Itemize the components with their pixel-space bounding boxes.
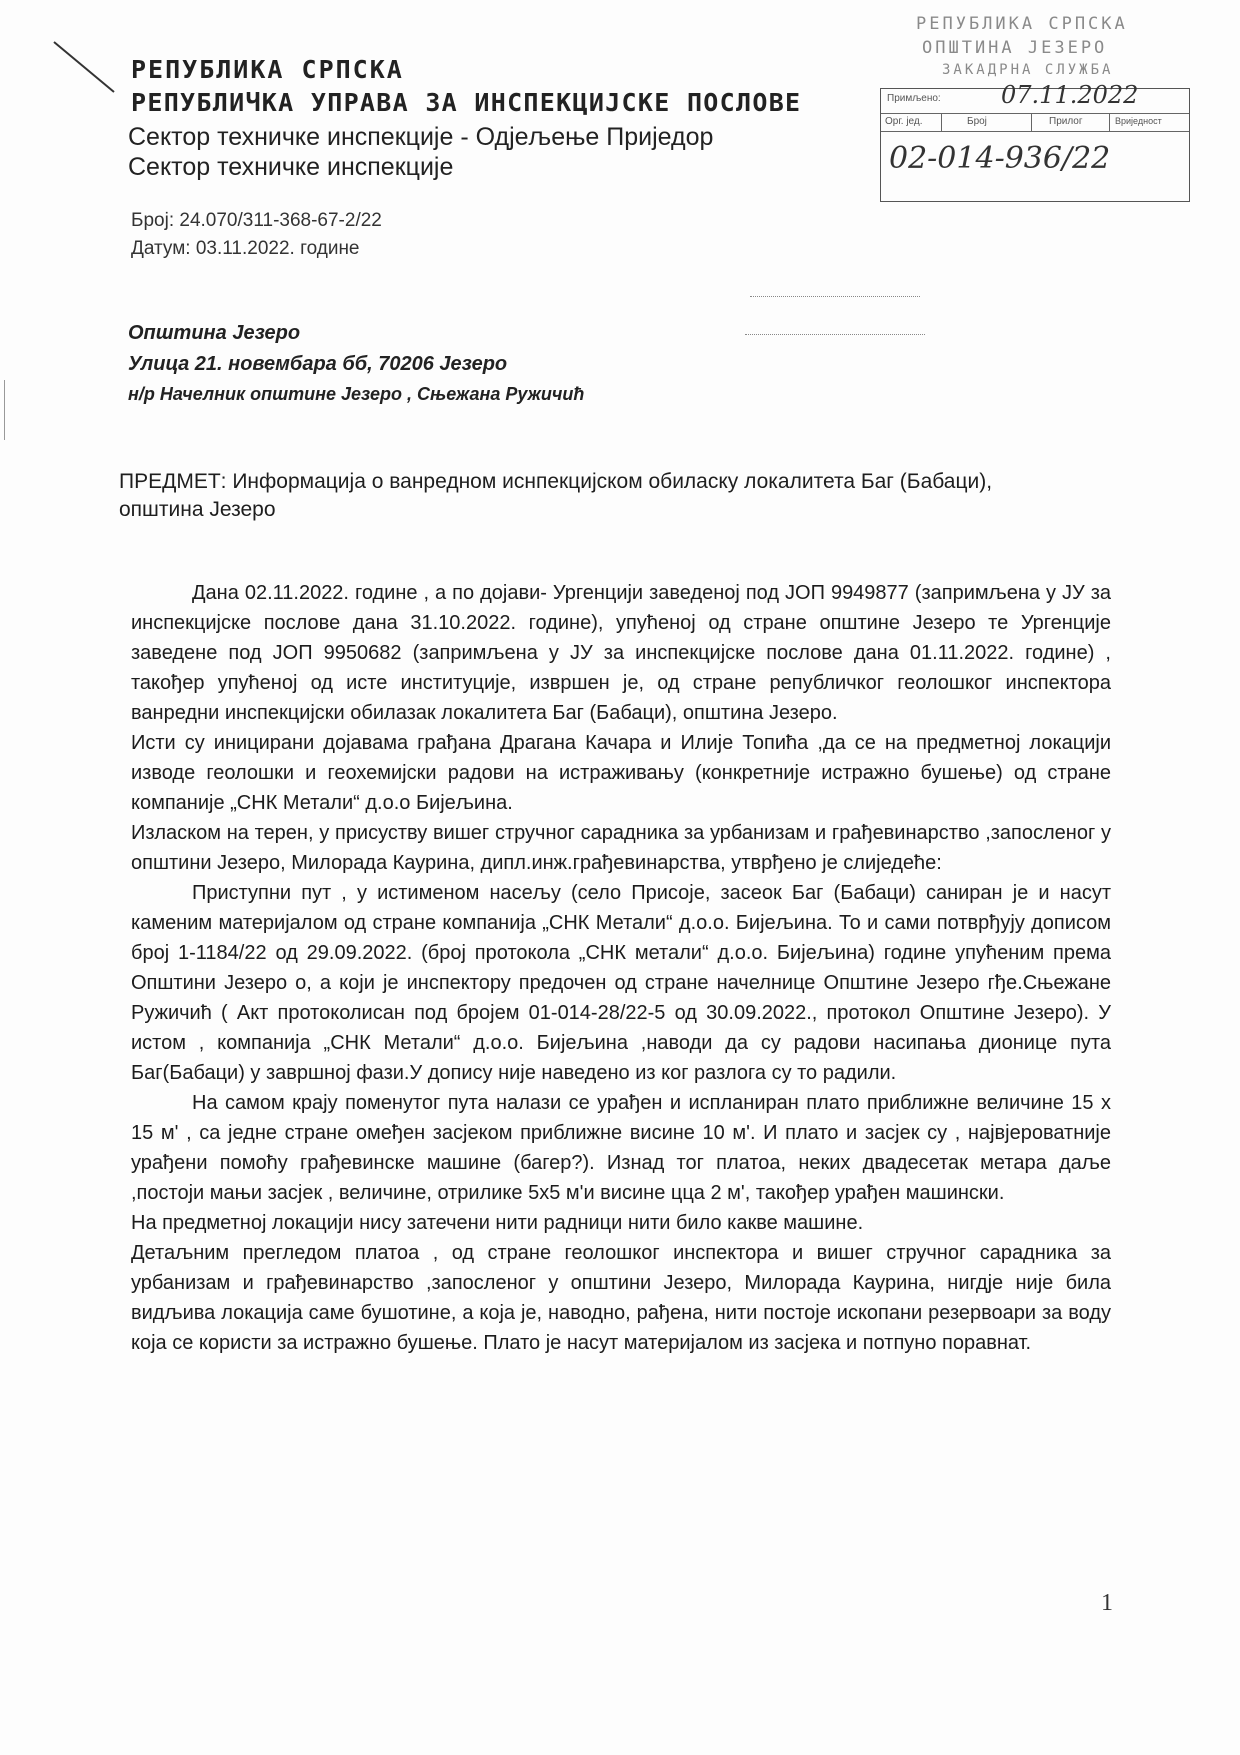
stamp-received-date: 07.11.2022 <box>1001 81 1139 109</box>
body-paragraph-3: Изласком на терен, у присуству вишег стручног сарадника за урбанизам и грађевинарство ,запосленог у општини Језеро, Милорада Каурина, дипл.инж.грађевинарства, утврђено је слиједеће: <box>131 822 1111 874</box>
recipient-attention: н/р Начелник општине Језеро , Сњежана Ружичић <box>128 384 585 404</box>
scan-edge-mark <box>4 380 5 440</box>
stamp-col-divider <box>1031 113 1032 131</box>
recipient-name: Општина Језеро <box>128 322 301 344</box>
stamp-handwritten-number: 02-014-936/22 <box>889 141 1111 176</box>
header-sector-line1: Сектор техничке инспекције - Одјељење Приједор <box>128 123 714 151</box>
recipient-address: Улица 21. новембара бб, 70206 Језеро <box>128 353 508 375</box>
stamp-line3: ЗАКАДРНА СЛУЖБА <box>942 62 1114 78</box>
subject-line1: ПРЕДМЕТ: Информација о ванредном иснпекцијском обиласку локалитета Баг (Бабаци), <box>119 470 993 493</box>
stamp-col1-label: Орг. јед. <box>885 116 923 127</box>
header-sector-line2: Сектор техничке инспекције <box>128 153 454 181</box>
stamp-line2: ОПШТИНА ЈЕЗЕРО <box>922 38 1108 58</box>
stamp-col4-label: Вриједност <box>1115 116 1162 126</box>
header-republic: РЕПУБЛИКА СРПСКА <box>131 55 404 84</box>
body-paragraph-2: Исти су иницирани дојавама грађана Драгана Качара и Илије Топића ,да се на предметној локацији изводе геолошки и геохемијски радови на истраживању (конкретније истражно бушење) од стране компаније „СНК Метали“ д.о.о Бијељина. <box>131 732 1111 814</box>
stamp-received-label: Примљено: <box>887 93 941 104</box>
letter-body <box>131 578 1111 1358</box>
stamp-rule <box>881 113 1189 114</box>
body-paragraph-6: На предметној локацији нису затечени нити радници нити било какве машине. <box>131 1212 864 1234</box>
stamp-col-divider <box>941 113 942 131</box>
subject-line2: општина Језеро <box>119 498 276 521</box>
reference-date: Датум: 03.11.2022. године <box>131 238 360 259</box>
stamp-col3-label: Прилог <box>1049 116 1083 127</box>
body-paragraph-4: Приступни пут , у истименом насељу (село Присоје, засеок Баг (Бабаци) саниран је и насут каменим материјалом од стране компанија „СНК Метали“ д.о.о. Бијељина. То и сами потврђују дописом број 1-1184/22 од 29.09.2022. (број протокола „СНК метали“ д.о.о. Бијељина) године упућеним према Општини Језеро о, а који је инспектору предочен од стране начелнице Општине Језеро гђе.Сњежане Ружичић ( Акт протоколисан под бројем 01-014-28/22-5 од 30.09.2022., протокол Општине Језеро). У истом , компанија „СНК Метали“ д.о.о. Бијељина ,наводи да су радови насипања дионице пута Баг(Бабаци) у завршној фази.У допису није наведено из ког разлога су то радили. <box>131 882 1111 1084</box>
page-number: 1 <box>1101 1590 1113 1616</box>
stamp-line1: РЕПУБЛИКА СРПСКА <box>916 14 1128 34</box>
stamp-col-divider <box>1109 113 1110 131</box>
stamp-col2-label: Број <box>967 116 987 127</box>
body-paragraph-1: Дана 02.11.2022. године , а по дојави- Ургенцији заведеној под ЈОП 9949877 (запримљена у ЈУ за инспекцијске послове дана 31.10.2022. године), упућеној од стране општине Језеро те Ургенције заведене под ЈОП 9950682 (запримљена у ЈУ за инспекцијске послове дана 01.11.2022. године) , такођер упућеној од исте институције, извршен је, од стране републичког геолошког инспектора ванредни инспекцијски обилазак локалитета Баг (Бабаци), општина Језеро. <box>131 582 1111 724</box>
faint-dotted-line <box>745 334 925 335</box>
stamp-box <box>880 81 1190 202</box>
body-paragraph-7: Детаљним прегледом платоа , од стране геолошког инспектора и вишег стручног сарадника за урбанизам и грађевинарство ,запосленог у општини Језеро, Милорада Каурина, нигдје није била видљива локација саме бушотине, а која је, наводно, рађена, нити постоје ископани резервоари за воду која се користи за истражно бушење. Плато је насут материјалом из засјека и потпуно поравнат. <box>131 1242 1111 1354</box>
body-paragraph-5: На самом крају поменутог пута налази се урађен и испланиран плато приближне величине 15 x 15 м' , са једне стране омеђен засјеком приближне висине 10 м'. И плато и засјек су , највјероватније урађени помоћу грађевинске машине (багер?). Изнад тог платоа, неких двадесетак метара даље ,постоји мањи засјек , величине, отрилике 5x5 м'и висине цца 2 м', такођер урађен машински. <box>131 1092 1111 1204</box>
pen-mark <box>52 40 122 100</box>
faint-dotted-line <box>750 296 920 297</box>
reference-number: Број: 24.070/311-368-67-2/22 <box>131 210 382 231</box>
stamp-rule <box>881 131 1189 132</box>
header-agency: РЕПУБЛИЧКА УПРАВА ЗА ИНСПЕКЦИЈСКЕ ПОСЛОВЕ <box>131 88 802 117</box>
